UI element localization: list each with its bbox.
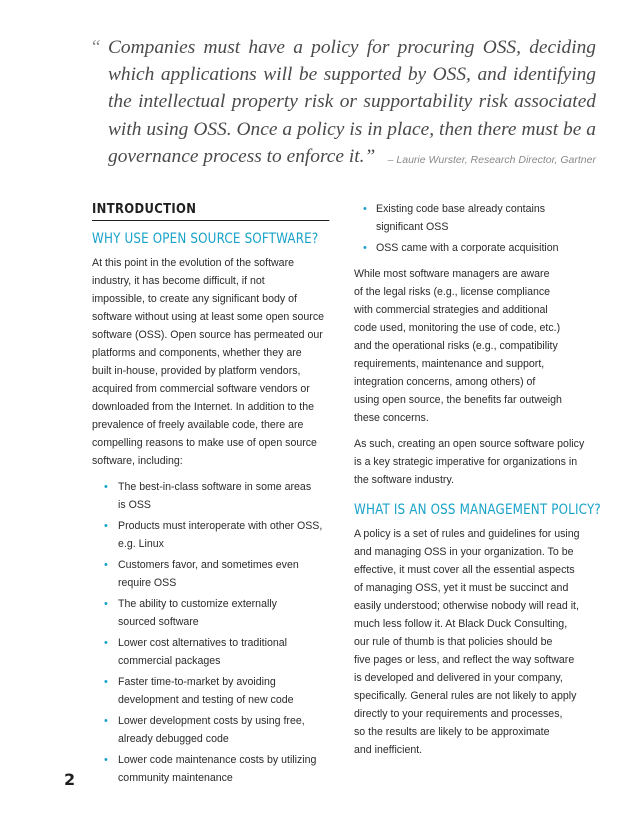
bullet-icon: • [104,559,108,571]
text-line: with commercial strategies and additional [354,304,548,316]
right-column [354,200,600,767]
quote-line: which applications will be supported by OSS, and identifying [108,64,596,86]
text-line: software (OSS). Open source has permeated our [92,329,323,341]
text-line: and managing OSS in your organization. To be [354,546,574,558]
bullet-icon: • [104,637,108,649]
list-item: • The best-in-class software in some areas is OSS [92,478,332,514]
risks-paragraph [354,265,600,427]
list-item: • Products must interoperate with other OSS, e.g. Linux [92,517,332,553]
text-line: industry, it has become difficult, if not [92,275,265,287]
text-line: software, including: [92,455,183,467]
quote-line: Companies must have a policy for procuring OSS, deciding [108,37,596,58]
text-line: using open source, the benefits far outweigh [354,394,562,406]
text-line: and inefficient. [354,744,423,756]
oss-policy-paragraph [354,525,600,759]
introduction-heading: INTRODUCTION [92,200,329,221]
text-line: While most software managers are aware [354,268,550,280]
list-item: • Customers favor, and sometimes even require OSS [92,556,332,592]
list-item: • Faster time-to-market by avoiding development and testing of new code [92,673,332,709]
text-line: integration concerns, among others) of [354,376,536,388]
text-line: code used, monitoring the use of code, etc.) [354,322,561,334]
text-line: compelling reasons to make use of open source [92,437,317,449]
bullet-icon: • [363,242,367,254]
pull-quote [92,34,612,170]
why-use-oss-heading: WHY USE OPEN SOURCE SOFTWARE? [92,231,319,247]
text-line: As such, creating an open source software policy [354,438,585,450]
text-line: acquired from commercial software vendors or [92,383,310,395]
bullet-icon: • [104,676,108,688]
text-line: platforms and components, whether they are [92,347,302,359]
bullet-icon: • [104,520,108,532]
reasons-list-continued [354,200,600,257]
text-line: of managing OSS, yet it must be succinct and [354,582,569,594]
text-line: impossible, to create any significant body of [92,293,297,305]
bullet-icon: • [104,754,108,766]
text-line: At this point in the evolution of the software [92,257,294,269]
text-line: downloaded from the Internet. In addition to the [92,401,315,413]
quote-attribution: – Laurie Wurster, Research Director, Gartner [387,154,596,166]
text-line: our rule of thumb is that policies should be [354,636,553,648]
list-item: • Lower cost alternatives to traditional commercial packages [92,634,332,670]
why-use-oss-paragraph [92,254,332,470]
text-line: specifically. General rules are not likely to apply [354,690,577,702]
quote-open-mark: “ [90,37,101,58]
text-line: these concerns. [354,412,429,424]
list-item: • Lower development costs by using free, already debugged code [92,712,332,748]
text-line: effective, it must cover all the essential aspects [354,564,575,576]
bullet-icon: • [104,598,108,610]
text-line: directly to your requirements and processes, [354,708,563,720]
text-line: built in-house, provided by platform vendors, [92,365,301,377]
page-number: 2 [64,770,76,789]
text-line: requirements, maintenance and support, [354,358,545,370]
text-line: is developed and delivered in your company, [354,672,563,684]
text-line: of the legal risks (e.g., license compliance [354,286,551,298]
text-line: prevalence of freely available code, there are [92,419,304,431]
bullet-icon: • [363,203,367,215]
text-line: software without using at least some open source [92,311,325,323]
bullet-icon: • [104,481,108,493]
text-line: and the operational risks (e.g., compatibility [354,340,558,352]
quote-line: governance process to enforce it.” [108,145,376,167]
text-line: so the results are likely to be approximate [354,726,550,738]
bullet-icon: • [104,715,108,727]
list-item: • OSS came with a corporate acquisition [354,239,600,257]
left-column [92,200,332,790]
quote-line: the intellectual property risk or supportability risk associated [108,91,596,113]
oss-policy-heading: WHAT IS AN OSS MANAGEMENT POLICY? [354,502,601,518]
quote-line: with using OSS. Once a policy is in place, then there must be a [108,118,596,140]
text-line: easily understood; otherwise nobody will read it, [354,600,579,612]
list-item: • Existing code base already contains significant OSS [354,200,600,236]
reasons-list [92,478,332,787]
text-line: is a key strategic imperative for organizations in [354,456,578,468]
list-item: • Lower code maintenance costs by utilizing community maintenance [92,751,332,787]
text-line: five pages or less, and reflect the way software [354,654,575,666]
strategic-paragraph [354,435,600,489]
text-line: the software industry. [354,474,454,486]
text-line: much less follow it. At Black Duck Consulting, [354,618,568,630]
text-line: A policy is a set of rules and guidelines for using [354,528,580,540]
list-item: • The ability to customize externally sourced software [92,595,332,631]
